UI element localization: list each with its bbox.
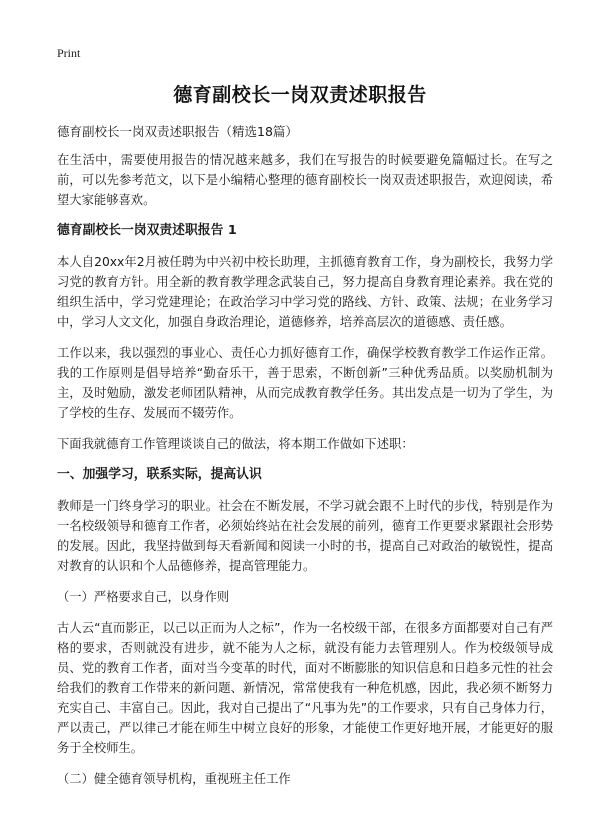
intro-paragraph: 在生活中，需要使用报告的情况越来越多，我们在写报告的时候要避免篇幅过长。在写之前，可以先参考范文，以下是小编精心整理的德育副校长一岗双责述职报告，欢迎阅读，希望大家能够喜欢。 — [57, 153, 553, 207]
subsection-heading-1: （一）严格要求自己，以身作则 — [57, 590, 230, 604]
paragraph-4: 教师是一门终身学习的职业。社会在不断发展，不学习就会跟不上时代的步伐，特别是作为一名校级领导和德育工作者，必须始终站在社会发展的前列，德育工作更要求紧跟社会形势的发展。因此，我坚持做到每天看新闻和阅读一小时的书，提高自己对政治的敏锐性，提高对教育的认识和个人品德修养，提高管理能力。 — [57, 499, 553, 573]
document-title: 德育副校长一岗双责述职报告 — [173, 84, 427, 106]
document-body — [57, 122, 553, 800]
print-link[interactable]: Print — [57, 46, 81, 60]
paragraph-2: 工作以来，我以强烈的事业心、责任心力抓好德育工作，确保学校教育教学工作运作正常。我的工作原则是倡导培养“勤奋乐干，善于思索，不断创新”三种优秀品质。以奖励机制为主，及时勉励，激发老师团队精神，从而完成教育教学任务。其出发点是一切为了学生，为了学校的生存、发展而不辍劳作。 — [57, 346, 553, 420]
document-subtitle: 德育副校长一岗双责述职报告（精选18篇） — [57, 124, 298, 139]
paragraph-3: 下面我就德育工作管理谈谈自己的做法，将本期工作做如下述职： — [57, 437, 414, 451]
subsection-heading-2: （二）健全德育领导机构，重视班主任工作 — [57, 772, 291, 786]
paragraph-1: 本人自20xx年2月被任聘为中兴初中校长助理，主抓德育教育工作，身为副校长，我努力学习党的教育方针。用全新的教育教学理念武装自己，努力提高自身教育理论素养。我在党的组织生活中，学习党建理论；在政治学习中学习党的路线、方针、政策、法规；在业务学习中，学习人文文化，加强自身政治理论，道德修养，培养高层次的道德感、责任感。 — [57, 255, 553, 329]
article-heading: 德育副校长一岗双责述职报告 1 — [57, 223, 237, 238]
section-heading-1: 一、加强学习，联系实际，提高认识 — [57, 467, 262, 482]
paragraph-5: 古人云“直而影正，以己以正而为人之标”，作为一名校级干部，在很多方面都要对自己有严格的要求，否则就没有进步，就不能为人之标，就没有能力去管理别人。作为校级领导成员、党的教育工作者，面对当今变革的时代，面对不断膨胀的知识信息和日趋多元性的社会给我们的教育工作带来的新问题、新情况，常常使我有一种危机感，因此，我必须不断努力充实自己、丰富自己。因此，我对自己提出了“凡事为先”的工作要求，只有自己身体力行，严以责己，严以律己才能在师生中树立良好的形象，才能使工作更好地开展，才能更好的服务于全校师生。 — [57, 621, 553, 755]
